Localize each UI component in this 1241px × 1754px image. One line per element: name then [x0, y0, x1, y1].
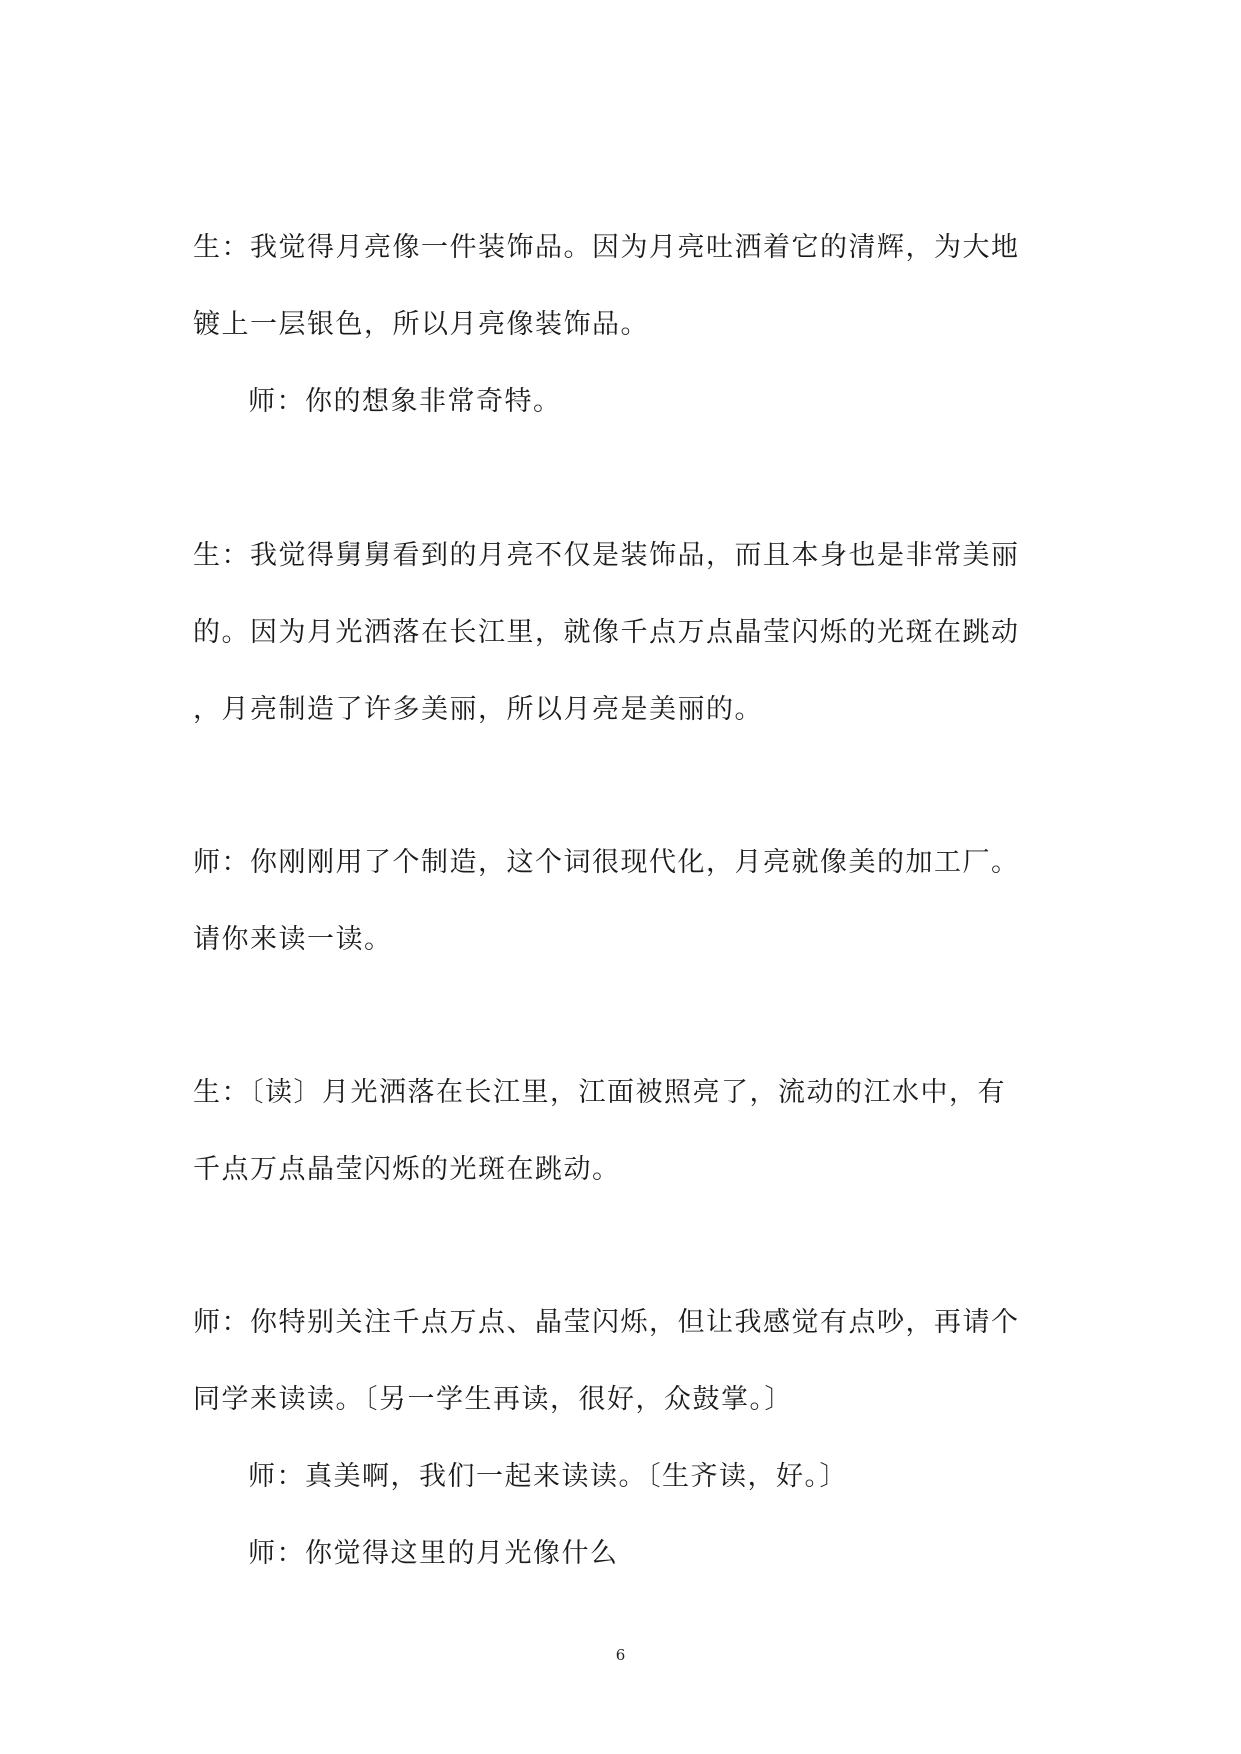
paragraph-line: 师：真美啊，我们一起来读读。〔生齐读，好。〕 — [248, 1461, 848, 1492]
paragraph-line: 师：你的想象非常奇特。 — [248, 386, 562, 417]
paragraph-line: 镀上一层银色，所以月亮像装饰品。 — [193, 309, 649, 340]
paragraph-line: 师：你觉得这里的月光像什么 — [248, 1538, 619, 1569]
paragraph-line: 的。因为月光洒落在长江里，就像千点万点晶莹闪烁的光斑在跳动 — [193, 617, 1020, 648]
paragraph-line: 师：你刚刚用了个制造，这个词很现代化，月亮就像美的加工厂。 — [193, 847, 1020, 878]
paragraph-line: ，月亮制造了许多美丽，所以月亮是美丽的。 — [193, 694, 763, 725]
page-number: 6 — [615, 1646, 626, 1664]
paragraph-line: 同学来读读。〔另一学生再读，很好，众鼓掌。〕 — [193, 1384, 793, 1415]
paragraph-line: 请你来读一读。 — [193, 924, 393, 955]
paragraph-line: 生：我觉得月亮像一件装饰品。因为月亮吐洒着它的清辉，为大地 — [193, 232, 1020, 263]
paragraph-line: 生：〔读〕月光洒落在长江里，江面被照亮了，流动的江水中，有 — [193, 1077, 1006, 1108]
paragraph-line: 生：我觉得舅舅看到的月亮不仅是装饰品，而且本身也是非常美丽 — [193, 540, 1020, 571]
paragraph-line: 师：你特别关注千点万点、晶莹闪烁，但让我感觉有点吵，再请个 — [193, 1307, 1020, 1338]
paragraph-line: 千点万点晶莹闪烁的光斑在跳动。 — [193, 1154, 621, 1185]
